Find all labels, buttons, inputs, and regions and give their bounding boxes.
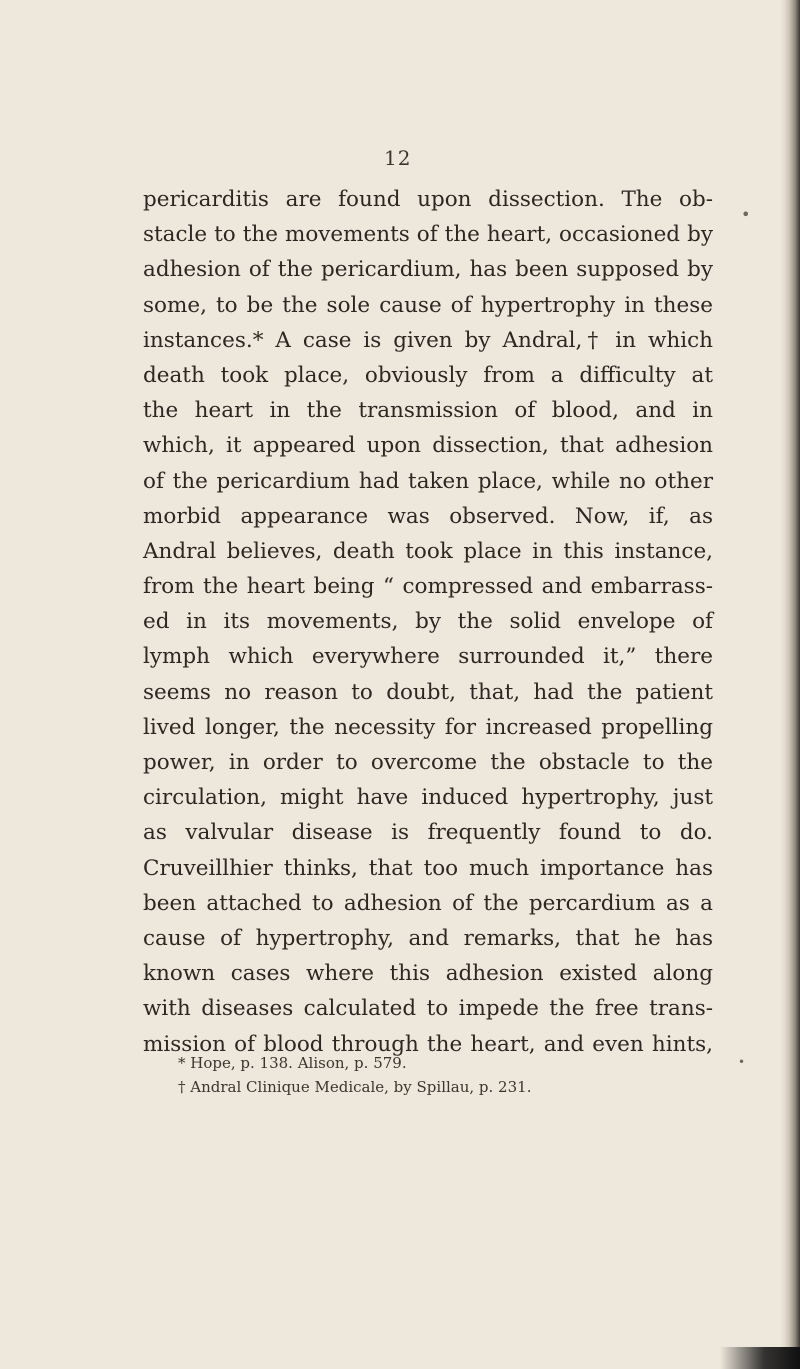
text-line: pericarditis are found upon dissection. The ob- (143, 187, 713, 212)
text-line: of the pericardium had taken place, while no other (143, 468, 713, 494)
page-number: 12 (384, 146, 412, 170)
footnote: † Andral Clinique Medicale, by Spillau, p. 231. (178, 1078, 532, 1096)
text-line: which, it appeared upon dissection, that adhesion (143, 433, 713, 459)
text-line: some, to be the sole cause of hypertrophy in these (143, 292, 713, 318)
footnote: * Hope, p. 138. Alison, p. 579. (178, 1054, 407, 1072)
text-line: from the heart being “ compressed and embarrass- (143, 574, 713, 600)
text-line: cause of hypertrophy, and remarks, that he has (143, 925, 713, 951)
text-line: lymph which everywhere surrounded it,” there (143, 644, 713, 670)
text-line: Cruveillhier thinks, that too much importance has (143, 855, 713, 881)
text-line: mission of blood through the heart, and even hints, (143, 1031, 713, 1057)
page-edge (784, 0, 800, 1369)
text-line: instances.* A case is given by Andral,† in which (143, 327, 713, 353)
text-line: adhesion of the pericardium, has been supposed by (143, 257, 713, 283)
ink-speck: • (741, 205, 751, 224)
text-line: lived longer, the necessity for increased propelling (143, 714, 713, 740)
text-line: circulation, might have induced hypertrophy, just (143, 785, 713, 811)
footnotes (178, 1051, 738, 1099)
text-line: seems no reason to doubt, that, had the patient (143, 679, 713, 705)
text-line: morbid appearance was observed. Now, if, as (143, 503, 713, 529)
text-line: with diseases calculated to impede the free trans- (143, 996, 713, 1022)
text-line: power, in order to overcome the obstacle to the (143, 750, 713, 775)
text-line: Andral believes, death took place in this instance, (143, 538, 713, 564)
text-line: the heart in the transmission of blood, and in (143, 398, 713, 424)
ink-speck: • (738, 1055, 746, 1069)
body-text (143, 182, 713, 1062)
page-corner-shadow (720, 1347, 800, 1369)
text-line: as valvular disease is frequently found to do. (143, 820, 713, 846)
text-line: been attached to adhesion of the percardium as a (143, 890, 713, 916)
text-line: known cases where this adhesion existed along (143, 961, 713, 987)
text-line: death took place, obviously from a difficulty at (143, 362, 713, 388)
text-line: ed in its movements, by the solid envelope of (143, 609, 713, 635)
text-line: stacle to the movements of the heart, occasioned by (143, 222, 713, 248)
